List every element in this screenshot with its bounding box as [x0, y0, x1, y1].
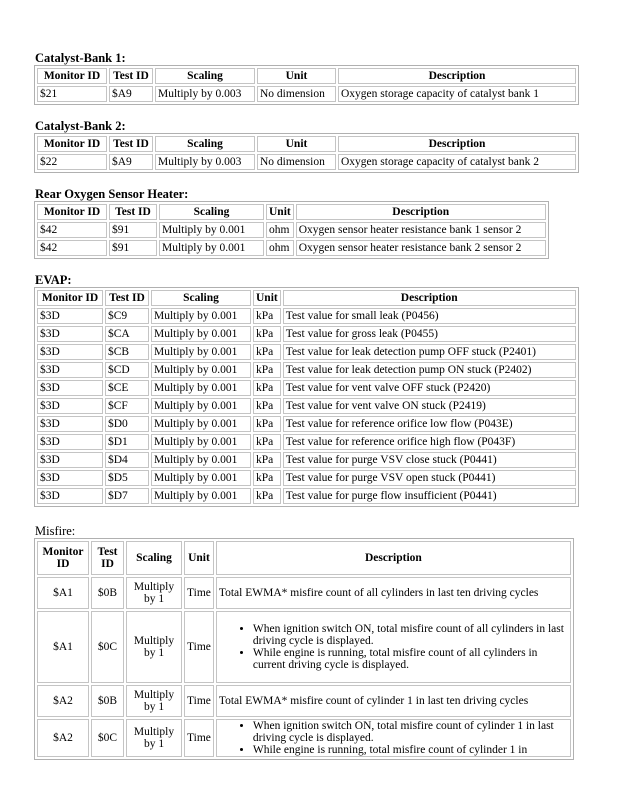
cell-test-id: $CF	[105, 398, 149, 414]
cell-description: Test value for gross leak (P0455)	[283, 326, 576, 342]
table-row	[37, 154, 576, 170]
rear-oxygen-sensor-heater-table	[34, 201, 549, 259]
column-header-description: Description	[296, 204, 546, 220]
cell-scaling: Multiply by 0.003	[155, 154, 255, 170]
cell-scaling: Multiply by 0.001	[151, 398, 251, 414]
cell-scaling: Multiply by 1	[126, 719, 182, 757]
cell-unit: kPa	[253, 326, 281, 342]
column-header-scaling: Scaling	[151, 290, 251, 306]
cell-scaling: Multiply by 0.001	[151, 308, 251, 324]
column-header-monitor-id: Monitor ID	[37, 68, 107, 84]
cell-monitor-id: $3D	[37, 398, 103, 414]
cell-test-id: $D1	[105, 434, 149, 450]
column-header-test-id: Test ID	[105, 290, 149, 306]
table-row	[37, 577, 571, 609]
cell-monitor-id: $3D	[37, 434, 103, 450]
cell-monitor-id: $42	[37, 240, 107, 256]
section-title-catalyst-bank-1: Catalyst-Bank 1:	[35, 51, 126, 65]
table-row	[37, 240, 546, 256]
cell-monitor-id: $3D	[37, 308, 103, 324]
table-row	[37, 362, 576, 378]
header-row	[37, 68, 576, 84]
cell-monitor-id: $3D	[37, 416, 103, 432]
header-row	[37, 136, 576, 152]
cell-test-id: $CB	[105, 344, 149, 360]
description-bullet: • While engine is running, total misfire count of cylinder 1 in	[253, 744, 568, 756]
cell-test-id: $A9	[109, 154, 153, 170]
table-row	[37, 416, 576, 432]
column-header-test-id: Test ID	[91, 541, 124, 575]
description-bullet-list	[219, 623, 568, 671]
column-header-scaling: Scaling	[126, 541, 182, 575]
cell-test-id: $0C	[91, 611, 124, 683]
column-header-unit: Unit	[253, 290, 281, 306]
cell-description: Test value for vent valve ON stuck (P2419)	[283, 398, 576, 414]
catalyst-bank-1-table	[34, 65, 579, 105]
table-row	[37, 380, 576, 396]
description-bullet: • While engine is running, total misfire count of all cylinders in current driving cycle is displayed.	[253, 647, 568, 671]
column-header-description: Description	[283, 290, 576, 306]
table-row	[37, 398, 576, 414]
evap-table	[34, 287, 579, 507]
column-header-unit: Unit	[266, 204, 294, 220]
cell-description	[216, 719, 571, 757]
section-title-catalyst-bank-2: Catalyst-Bank 2:	[35, 119, 126, 133]
cell-description	[216, 611, 571, 683]
cell-unit: kPa	[253, 362, 281, 378]
cell-scaling: Multiply by 0.001	[151, 488, 251, 504]
cell-unit: kPa	[253, 470, 281, 486]
cell-monitor-id: $A2	[37, 685, 89, 717]
cell-description: Oxygen sensor heater resistance bank 2 sensor 2	[296, 240, 546, 256]
cell-test-id: $D7	[105, 488, 149, 504]
cell-test-id: $0C	[91, 719, 124, 757]
cell-unit: Time	[184, 685, 214, 717]
column-header-monitor-id: Monitor ID	[37, 541, 89, 575]
cell-test-id: $0B	[91, 577, 124, 609]
cell-scaling: Multiply by 0.003	[155, 86, 255, 102]
header-row	[37, 290, 576, 306]
cell-unit: kPa	[253, 488, 281, 504]
column-header-monitor-id: Monitor ID	[37, 290, 103, 306]
column-header-test-id: Test ID	[109, 68, 153, 84]
cell-monitor-id: $3D	[37, 344, 103, 360]
cell-unit: kPa	[253, 398, 281, 414]
column-header-monitor-id: Monitor ID	[37, 136, 107, 152]
description-bullet-list	[219, 720, 568, 756]
cell-scaling: Multiply by 0.001	[151, 362, 251, 378]
column-header-unit: Unit	[257, 136, 336, 152]
column-header-unit: Unit	[184, 541, 214, 575]
cell-test-id: $91	[109, 240, 157, 256]
table-row	[37, 344, 576, 360]
section-title-evap: EVAP:	[35, 273, 72, 287]
column-header-test-id: Test ID	[109, 204, 157, 220]
cell-monitor-id: $A2	[37, 719, 89, 757]
cell-unit: ohm	[266, 222, 294, 238]
cell-description: Oxygen storage capacity of catalyst bank 1	[338, 86, 576, 102]
cell-test-id: $D4	[105, 452, 149, 468]
table-row	[37, 326, 576, 342]
table-row	[37, 719, 571, 757]
cell-description: Oxygen sensor heater resistance bank 1 sensor 2	[296, 222, 546, 238]
cell-test-id: $A9	[109, 86, 153, 102]
header-row	[37, 204, 546, 220]
cell-unit: kPa	[253, 308, 281, 324]
cell-scaling: Multiply by 0.001	[159, 222, 264, 238]
description-bullet: • When ignition switch ON, total misfire count of cylinder 1 in last driving cycle is displayed.	[253, 720, 568, 744]
cell-test-id: $D5	[105, 470, 149, 486]
cell-monitor-id: $42	[37, 222, 107, 238]
table-row	[37, 470, 576, 486]
cell-unit: kPa	[253, 452, 281, 468]
section-title-rear-oxygen-sensor-heater: Rear Oxygen Sensor Heater:	[35, 187, 189, 201]
cell-monitor-id: $3D	[37, 362, 103, 378]
cell-monitor-id: $21	[37, 86, 107, 102]
cell-description: Test value for reference orifice low flow (P043E)	[283, 416, 576, 432]
header-row	[37, 541, 571, 575]
table-row	[37, 685, 571, 717]
cell-test-id: $D0	[105, 416, 149, 432]
cell-description: Oxygen storage capacity of catalyst bank 2	[338, 154, 576, 170]
cell-unit: Time	[184, 719, 214, 757]
cell-description: Test value for purge VSV open stuck (P0441)	[283, 470, 576, 486]
cell-scaling: Multiply by 1	[126, 685, 182, 717]
table-row	[37, 452, 576, 468]
column-header-description: Description	[338, 136, 576, 152]
cell-description: Total EWMA* misfire count of cylinder 1 in last ten driving cycles	[216, 685, 571, 717]
cell-unit: kPa	[253, 434, 281, 450]
cell-monitor-id: $3D	[37, 488, 103, 504]
cell-description: Test value for leak detection pump OFF stuck (P2401)	[283, 344, 576, 360]
table-row	[37, 611, 571, 683]
cell-description: Total EWMA* misfire count of all cylinders in last ten driving cycles	[216, 577, 571, 609]
cell-scaling: Multiply by 0.001	[151, 416, 251, 432]
cell-test-id: $CD	[105, 362, 149, 378]
column-header-scaling: Scaling	[155, 68, 255, 84]
cell-monitor-id: $3D	[37, 326, 103, 342]
column-header-description: Description	[338, 68, 576, 84]
cell-test-id: $0B	[91, 685, 124, 717]
cell-scaling: Multiply by 0.001	[151, 344, 251, 360]
table-row	[37, 86, 576, 102]
cell-monitor-id: $A1	[37, 577, 89, 609]
column-header-test-id: Test ID	[109, 136, 153, 152]
cell-scaling: Multiply by 0.001	[151, 380, 251, 396]
cell-unit: Time	[184, 611, 214, 683]
cell-scaling: Multiply by 1	[126, 577, 182, 609]
cell-scaling: Multiply by 0.001	[151, 434, 251, 450]
cell-scaling: Multiply by 0.001	[151, 470, 251, 486]
cell-monitor-id: $A1	[37, 611, 89, 683]
cell-description: Test value for vent valve OFF stuck (P2420)	[283, 380, 576, 396]
table-row	[37, 434, 576, 450]
column-header-scaling: Scaling	[159, 204, 264, 220]
table-row	[37, 488, 576, 504]
catalyst-bank-2-table	[34, 133, 579, 173]
cell-scaling: Multiply by 0.001	[151, 452, 251, 468]
cell-description: Test value for reference orifice high flow (P043F)	[283, 434, 576, 450]
section-title-misfire: Misfire:	[35, 524, 76, 538]
cell-scaling: Multiply by 1	[126, 611, 182, 683]
cell-unit: kPa	[253, 416, 281, 432]
cell-monitor-id: $3D	[37, 452, 103, 468]
cell-monitor-id: $3D	[37, 380, 103, 396]
cell-unit: kPa	[253, 344, 281, 360]
column-header-scaling: Scaling	[155, 136, 255, 152]
cell-monitor-id: $3D	[37, 470, 103, 486]
cell-unit: No dimension	[257, 86, 336, 102]
misfire-table	[34, 538, 574, 760]
cell-unit: kPa	[253, 380, 281, 396]
cell-scaling: Multiply by 0.001	[151, 326, 251, 342]
cell-test-id: $C9	[105, 308, 149, 324]
cell-test-id: $CE	[105, 380, 149, 396]
description-bullet: • When ignition switch ON, total misfire count of all cylinders in last driving cycle is displayed.	[253, 623, 568, 647]
column-header-description: Description	[216, 541, 571, 575]
cell-description: Test value for leak detection pump ON stuck (P2402)	[283, 362, 576, 378]
cell-description: Test value for purge VSV close stuck (P0441)	[283, 452, 576, 468]
table-row	[37, 308, 576, 324]
cell-description: Test value for purge flow insufficient (P0441)	[283, 488, 576, 504]
cell-unit: Time	[184, 577, 214, 609]
column-header-unit: Unit	[257, 68, 336, 84]
cell-unit: No dimension	[257, 154, 336, 170]
cell-test-id: $CA	[105, 326, 149, 342]
cell-test-id: $91	[109, 222, 157, 238]
column-header-monitor-id: Monitor ID	[37, 204, 107, 220]
cell-scaling: Multiply by 0.001	[159, 240, 264, 256]
cell-monitor-id: $22	[37, 154, 107, 170]
cell-unit: ohm	[266, 240, 294, 256]
cell-description: Test value for small leak (P0456)	[283, 308, 576, 324]
table-row	[37, 222, 546, 238]
